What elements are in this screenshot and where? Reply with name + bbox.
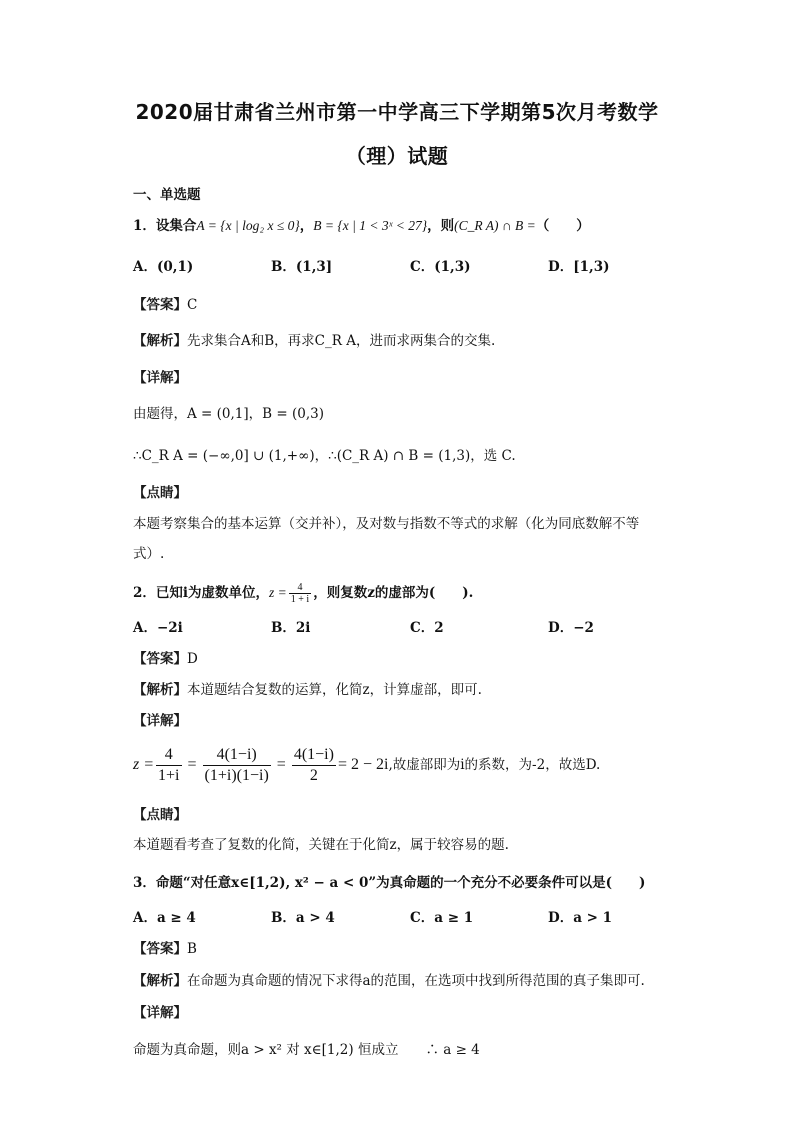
q1-set-b: B = {x | 1 < 3ˣ < 27} — [313, 218, 428, 233]
q1-point-tag: 【点睛】 — [133, 485, 187, 501]
q2-eq-frac-2 — [203, 745, 271, 786]
q1-option-d: D．[1,3) — [548, 259, 610, 275]
q2-option-d: D．−2 — [548, 620, 594, 636]
analysis-text: 在命题为真命题的情况下求得a的范围，在选项中找到所得范围的真子集即可. — [187, 973, 645, 989]
q1-detail-1: 由题得，A = (0,1]，B = (0,3) — [133, 406, 324, 422]
answer-tag: 【答案】 — [133, 297, 187, 313]
q2-z: z = — [269, 585, 287, 600]
analysis-text: 本道题结合复数的运算，化简z，计算虚部，即可. — [187, 682, 482, 698]
q1-ask: ，则 — [427, 218, 455, 234]
q3-detail: 命题为真命题，则a > x² 对 x∈[1,2) 恒成立 ∴ a ≥ 4 — [133, 1042, 480, 1058]
q2-option-c: C．2 — [410, 620, 444, 636]
q2-eq-text: ,故虚部即为i的系数，为-2，故选D. — [388, 757, 601, 773]
q1-stem: 1．设集合A = {x | log₂ x ≤ 0}，B = {x | 1 < 3ˣ < 27}，则(C_R A) ∩ B =（ ） — [133, 218, 590, 234]
frac-den: 1+i — [158, 767, 180, 784]
q2-stem — [133, 578, 473, 608]
q2-analysis — [133, 681, 482, 699]
q3-answer — [133, 940, 197, 958]
q2-point-tag: 【点睛】 — [133, 807, 187, 823]
frac-den: (1+i)(1−i) — [204, 767, 269, 784]
q3-option-a: A．a ≥ 4 — [133, 910, 196, 926]
q2-eq-z: z = — [133, 756, 155, 773]
frac-num: 4(1−i) — [292, 745, 336, 766]
analysis-tag: 【解析】 — [133, 973, 187, 989]
answer-value: C — [187, 297, 198, 313]
q3-option-c: C．a ≥ 1 — [410, 910, 474, 926]
q1-detail-2: ∴C_R A = (−∞,0] ∪ (1,+∞)，∴(C_R A) ∩ B = (1,3)，选 C. — [133, 448, 516, 464]
q3-detail-tag: 【详解】 — [133, 1005, 187, 1021]
q2-eq-tail: = 2 − 2i — [337, 756, 389, 773]
q3-option-d: D．a > 1 — [548, 910, 613, 926]
q2-fraction-num: 4 — [289, 582, 311, 594]
q2-stem-b: ，则复数z的虚部为( ). — [313, 585, 474, 601]
q1-prefix: 1．设集合 — [133, 218, 197, 234]
q2-point: 本道题看考查了复数的化简，关键在于化简z，属于较容易的题. — [133, 837, 509, 853]
q1-option-a: A．(0,1) — [133, 259, 194, 275]
frac-den: 2 — [309, 767, 318, 784]
q2-eq-frac-1 — [156, 745, 181, 786]
q2-eq-frac-3 — [292, 745, 336, 786]
answer-tag: 【答案】 — [133, 941, 187, 957]
q2-equation: z = $\frac{4}{1+i}$ = $\frac{4(1-i)}{(1+i)(1-i)}$ = $\frac{4(1-i)}{2}$ = 2 − 2i,故虚部即为i的系数，为-2，故选D. — [133, 746, 601, 784]
answer-value: B — [187, 941, 197, 957]
q2-fraction-den: 1 + i — [290, 594, 310, 605]
q2-option-a: A．−2i — [133, 620, 183, 636]
q1-answer — [133, 296, 197, 314]
analysis-tag: 【解析】 — [133, 333, 187, 349]
q1-paren: （ ） — [535, 218, 590, 234]
doc-title-line1: 2020届甘肃省兰州市第一中学高三下学期第5次月考数学 — [135, 100, 659, 124]
q2-fraction — [289, 582, 311, 605]
q3-analysis — [133, 972, 645, 990]
q1-analysis — [133, 332, 495, 350]
doc-title-line2: （理）试题 — [345, 144, 449, 168]
q1-detail-tag: 【详解】 — [133, 370, 187, 386]
q1-set-a: A = {x | log₂ x ≤ 0} — [196, 218, 300, 233]
frac-num: 4(1−i) — [203, 745, 271, 766]
analysis-text: 先求集合A和B，再求C_R A，进而求两集合的交集. — [187, 333, 496, 349]
q2-answer — [133, 650, 198, 668]
section-heading: 一、单选题 — [133, 187, 201, 203]
q1-option-b: B．(1,3] — [271, 259, 333, 275]
analysis-tag: 【解析】 — [133, 682, 187, 698]
q3-option-b: B．a > 4 — [271, 910, 335, 926]
answer-tag: 【答案】 — [133, 651, 187, 667]
q1-ask-expr: (C_R A) ∩ B = — [454, 218, 536, 233]
q2-stem-a: 2．已知i为虚数单位， — [133, 585, 270, 601]
q2-detail-tag: 【详解】 — [133, 713, 187, 729]
q1-point-1: 本题考察集合的基本运算（交并补），及对数与指数不等式的求解（化为同底数解不等 — [133, 516, 640, 532]
q1-option-c: C．(1,3) — [410, 259, 471, 275]
q2-option-b: B．2i — [271, 620, 311, 636]
answer-value: D — [187, 651, 198, 667]
q3-stem: 3．命题“对任意x∈[1,2), x² − a < 0”为真命题的一个充分不必要条件可以是( ) — [133, 875, 646, 891]
frac-num: 4 — [156, 745, 181, 766]
q1-point-2: 式）. — [133, 546, 165, 562]
